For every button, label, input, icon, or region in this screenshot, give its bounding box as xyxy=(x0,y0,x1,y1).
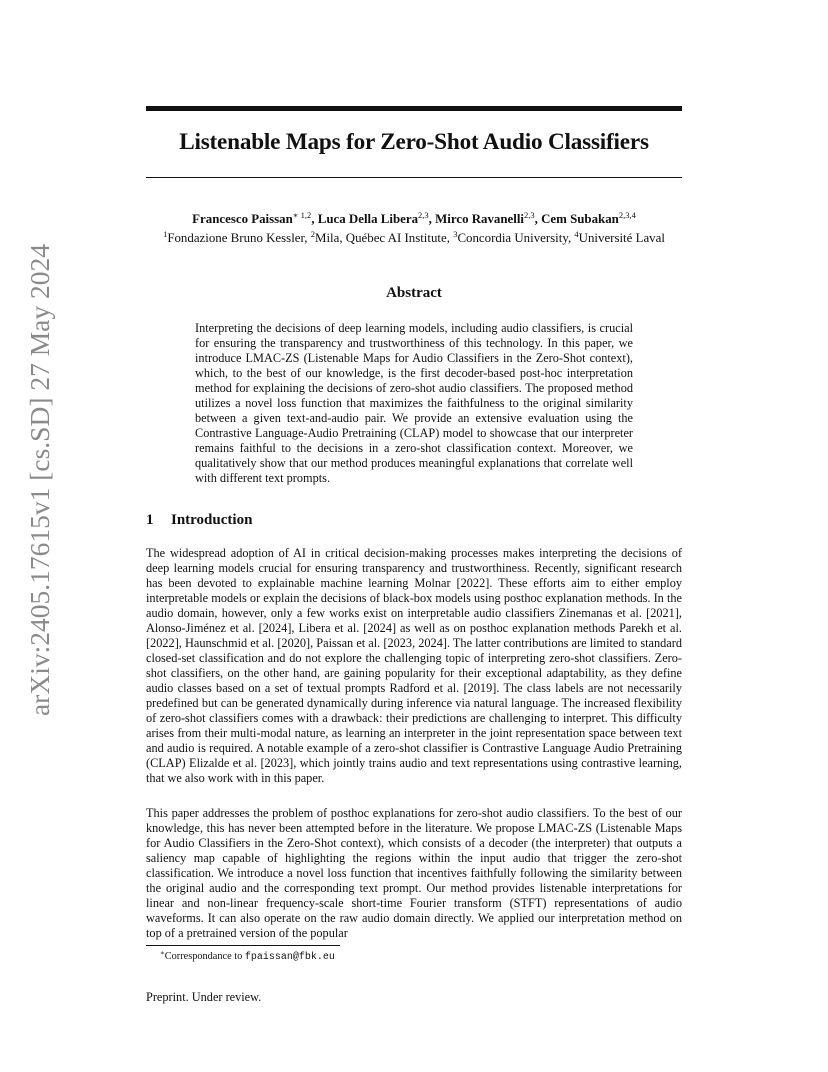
footnote-rule xyxy=(146,945,340,946)
affiliation-name: Université Laval xyxy=(578,231,665,245)
introduction-paragraph: This paper addresses the problem of posthoc explanations for zero-shot audio classifiers. To the best of our knowledge, this has never been attempted before in the literature. We propose LMAC-ZS (Listenable Maps for Audio Classifiers in the Zero-Shot context), which consists of a decoder (the interpreter) that outputs a saliency map capable of highlighting the regions within the input audio that trigger the zero-shot classification. We introduce a novel loss function that incentives faithfully following the similarity between the original audio and the corresponding text prompt. Our method provides listenable interpretations for linear and non-linear frequency-scale short-time Fourier transform (STFT) representations of audio waveforms. It can also operate on the raw audio domain directly. We applied our interpretation method on top of a pretrained version of the popular xyxy=(146,806,682,940)
abstract-body: Interpreting the decisions of deep learning models, including audio classifiers, is crucial for ensuring the transparency and trustworthiness of this technology. In this paper, we introduce LMAC-ZS (Listenable Maps for Audio Classifiers in the Zero-Shot context), which, to the best of our knowledge, is the first decoder-based post-hoc interpretation method for explaining the decisions of zero-shot audio classifiers. The proposed method utilizes a novel loss function that maximizes the faithfulness to the original similarity between a given text-and-audio pair. We provide an extensive evaluation using the Contrastive Language-Audio Pretraining (CLAP) model to showcase that our interpreter remains faithful to the decisions in a zero-shot classification context. Moreover, we qualitatively show that our method produces meaningful explanations that correlate well with different text prompts. xyxy=(195,321,633,485)
footnote xyxy=(160,951,335,963)
abstract-heading: Abstract xyxy=(386,285,442,301)
footnote-email: fpaissan@fbk.eu xyxy=(244,952,335,963)
affiliation-name: Fondazione Bruno Kessler xyxy=(167,231,305,245)
author-affiliation-marks: ∗ 1,2 xyxy=(292,210,312,220)
affiliation-mark: 3 xyxy=(453,229,458,239)
author-affiliation-marks: 2,3,4 xyxy=(618,210,636,220)
paper-title: Listenable Maps for Zero-Shot Audio Classifiers xyxy=(179,129,649,155)
section-title: Introduction xyxy=(171,512,253,528)
arxiv-identifier-stamp xyxy=(18,190,62,770)
section-heading-introduction xyxy=(146,512,682,529)
author-name: Francesco Paissan xyxy=(192,212,293,226)
preprint-notice: Preprint. Under review. xyxy=(146,990,262,1004)
section-number: 1 xyxy=(146,512,154,528)
affiliation-mark: 4 xyxy=(574,229,579,239)
affiliation-list: $^1$Fondazione Bruno Kessler, $^2$Mila, Québec AI Institute, $^3$Concordia University, $^4$Université Laval xyxy=(163,229,665,245)
title-rule-bottom xyxy=(146,177,682,178)
author-name: Cem Subakan xyxy=(541,212,619,226)
affiliation-mark: 1 xyxy=(163,229,168,239)
affiliation-name: Mila, Québec AI Institute xyxy=(314,231,447,245)
arxiv-identifier-text: arXiv:2405.17615v1 [cs.SD] 27 May 2024 xyxy=(24,243,55,717)
author-list: Francesco Paissan$^{∗ 1,2}$, Luca Della Libera$^{2,3}$, Mirco Ravanelli$^{2,3}$, Cem Subakan$^{2,3,4}$ xyxy=(192,210,636,226)
affiliation-mark: 2 xyxy=(310,229,315,239)
author-name: Luca Della Libera xyxy=(317,212,419,226)
title-rule-top xyxy=(146,106,682,111)
footnote-mark: ∗ xyxy=(160,949,165,957)
author-name: Mirco Ravanelli xyxy=(435,212,525,226)
author-affiliation-marks: 2,3 xyxy=(524,210,535,220)
author-affiliation-marks: 2,3 xyxy=(418,210,429,220)
introduction-paragraph: The widespread adoption of AI in critical decision-making processes makes interpreting the decisions of deep learning models crucial for ensuring transparency and trustworthiness. Recently, significant research has been devoted to explainable machine learning Molnar [2022]. These efforts aim to either employ interpretable models or explain the decisions of black-box models using posthoc explanation methods. In the audio domain, however, only a few works exist on interpretable audio classifiers Zinemanas et al. [2021], Alonso-Jiménez et al. [2024], Libera et al. [2024] as well as on posthoc explanation methods Parekh et al. [2022], Haunschmid et al. [2020], Paissan et al. [2023, 2024]. The latter contributions are limited to standard closed-set classification and do not explore the challenging topic of interpreting zero-shot classifiers. Zero-shot classifiers, on the other hand, are gaining popularity for their exceptional adaptability, as they define audio classes based on a set of textual prompts Radford et al. [2019]. The class labels are not necessarily predefined but can be generated dynamically during inference via natural language. The increased flexibility of zero-shot classifiers comes with a drawback: their predictions are challenging to interpret. This difficulty arises from their multi-modal nature, as learning an interpreter in the joint representation space between text and audio is required. A notable example of a zero-shot classifier is Contrastive Language Audio Pretraining (CLAP) Elizalde et al. [2023], which jointly trains audio and text representations using contrastive learning, that we also work with in this paper. xyxy=(146,546,682,785)
footnote-text: Correspondance to xyxy=(164,951,245,962)
affiliation-name: Concordia University xyxy=(457,231,568,245)
